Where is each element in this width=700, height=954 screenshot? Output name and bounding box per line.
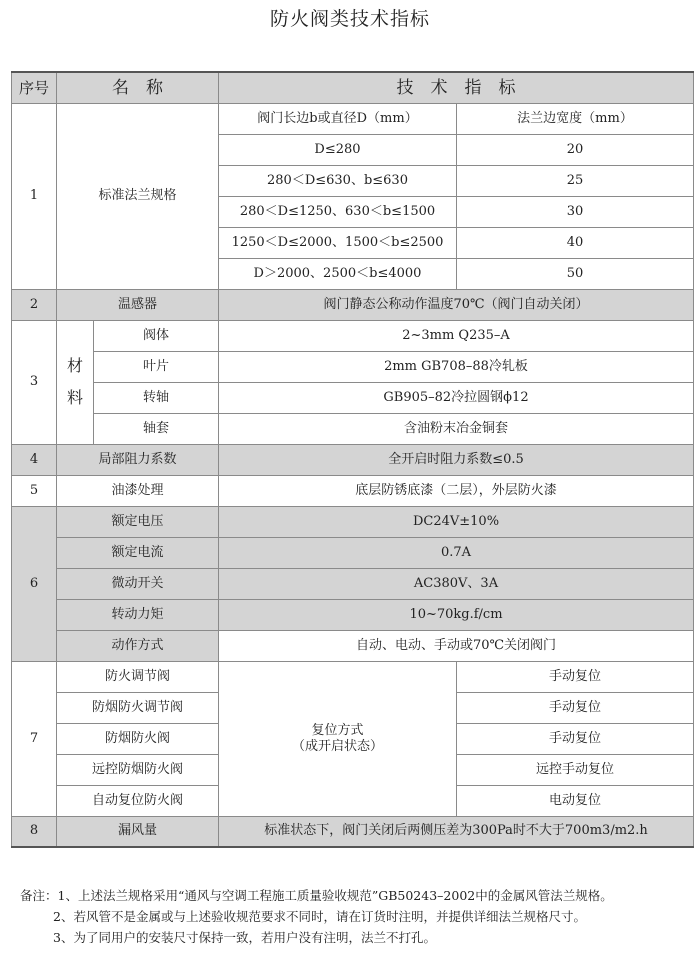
header-name: 名 称 — [57, 72, 219, 103]
row-spec: 标准状态下，阀门关闭后两侧压差为300Pa时不大于700m3/m2.h — [219, 816, 694, 847]
row-name: 漏风量 — [57, 816, 219, 847]
valve-type: 防烟防火调节阀 — [57, 692, 219, 723]
page-title: 防火阀类技术指标 — [269, 8, 430, 30]
table-row — [12, 382, 694, 413]
material-item: 转轴 — [94, 382, 219, 413]
reset-value: 手动复位 — [457, 661, 694, 692]
electrical-item: 动作方式 — [57, 630, 219, 661]
header-spec: 技 术 指 标 — [219, 72, 694, 103]
note-line: 3、为了同用户的安装尺寸保持一致，若用户没有注明，法兰不打孔。 — [53, 930, 436, 945]
row-number: 3 — [12, 320, 57, 444]
table-row — [12, 289, 694, 320]
electrical-item: 转动力矩 — [57, 599, 219, 630]
valve-type: 防烟防火阀 — [57, 723, 219, 754]
electrical-item: 额定电压 — [57, 506, 219, 537]
table-row — [12, 506, 694, 537]
material-label: 材 料 — [57, 320, 94, 444]
row-name: 标准法兰规格 — [57, 103, 219, 289]
flange-width: 30 — [457, 196, 694, 227]
row-number: 7 — [12, 661, 57, 816]
material-spec: 含油粉末冶金铜套 — [219, 413, 694, 444]
table-row — [12, 599, 694, 630]
col-header-size: 阀门长边b或直径D（mm） — [219, 103, 457, 134]
table-row — [12, 816, 694, 847]
table-row — [12, 661, 694, 692]
table-header — [12, 72, 694, 103]
row-name: 油漆处理 — [57, 475, 219, 506]
size-range: D≤280 — [219, 134, 457, 165]
reset-value: 手动复位 — [457, 692, 694, 723]
table-row — [12, 444, 694, 475]
row-spec: 全开启时阻力系数≤0.5 — [219, 444, 694, 475]
row-number: 5 — [12, 475, 57, 506]
table-row — [12, 413, 694, 444]
electrical-spec: DC24V±10% — [219, 506, 694, 537]
electrical-spec: AC380V、3A — [219, 568, 694, 599]
electrical-spec: 自动、电动、手动或70℃关闭阀门 — [219, 630, 694, 661]
reset-value: 远控手动复位 — [457, 754, 694, 785]
material-spec: GB905–82冷拉圆钢ϕ12 — [219, 382, 694, 413]
row-number: 4 — [12, 444, 57, 475]
material-spec: 2mm GB708–88冷轧板 — [219, 351, 694, 382]
valve-type: 防火调节阀 — [57, 661, 219, 692]
electrical-item: 微动开关 — [57, 568, 219, 599]
row-number: 1 — [12, 103, 57, 289]
row-spec: 阀门静态公称动作温度70℃（阀门自动关闭） — [219, 289, 694, 320]
table-row — [12, 475, 694, 506]
row-spec: 底层防锈底漆（二层），外层防火漆 — [219, 475, 694, 506]
flange-width: 20 — [457, 134, 694, 165]
electrical-spec: 10~70kg.f/cm — [219, 599, 694, 630]
table-row — [12, 537, 694, 568]
table-row — [12, 351, 694, 382]
material-item: 轴套 — [94, 413, 219, 444]
spec-table — [11, 71, 694, 848]
size-range: 280＜D≤1250、630＜b≤1500 — [219, 196, 457, 227]
electrical-item: 额定电流 — [57, 537, 219, 568]
material-item: 叶片 — [94, 351, 219, 382]
note-line: 2、若风管不是金属或与上述验收规范要求不同时，请在订货时注明，并提供详细法兰规格尺寸。 — [53, 909, 586, 924]
reset-value: 电动复位 — [457, 785, 694, 816]
flange-width: 40 — [457, 227, 694, 258]
table-row — [12, 320, 694, 351]
row-number: 6 — [12, 506, 57, 661]
size-range: D＞2000、2500＜b≤4000 — [219, 258, 457, 289]
note-line: 备注：1、上述法兰规格采用“通风与空调工程施工质量验收规范”GB50243–2002中的金属风管法兰规格。 — [20, 888, 613, 903]
reset-value: 手动复位 — [457, 723, 694, 754]
flange-width: 25 — [457, 165, 694, 196]
size-range: 280＜D≤630、b≤630 — [219, 165, 457, 196]
material-item: 阀体 — [94, 320, 219, 351]
material-spec: 2~3mm Q235–A — [219, 320, 694, 351]
electrical-spec: 0.7A — [219, 537, 694, 568]
row-name: 温感器 — [57, 289, 219, 320]
row-number: 8 — [12, 816, 57, 847]
table-row — [12, 103, 694, 134]
header-no: 序号 — [12, 72, 57, 103]
table-row — [12, 568, 694, 599]
reset-mode-label: 复位方式 （成开启状态） — [219, 661, 457, 816]
col-header-flange-width: 法兰边宽度（mm） — [457, 103, 694, 134]
table-row — [12, 630, 694, 661]
valve-type: 自动复位防火阀 — [57, 785, 219, 816]
notes — [20, 885, 695, 948]
size-range: 1250＜D≤2000、1500＜b≤2500 — [219, 227, 457, 258]
row-number: 2 — [12, 289, 57, 320]
flange-width: 50 — [457, 258, 694, 289]
valve-type: 远控防烟防火阀 — [57, 754, 219, 785]
row-name: 局部阻力系数 — [57, 444, 219, 475]
